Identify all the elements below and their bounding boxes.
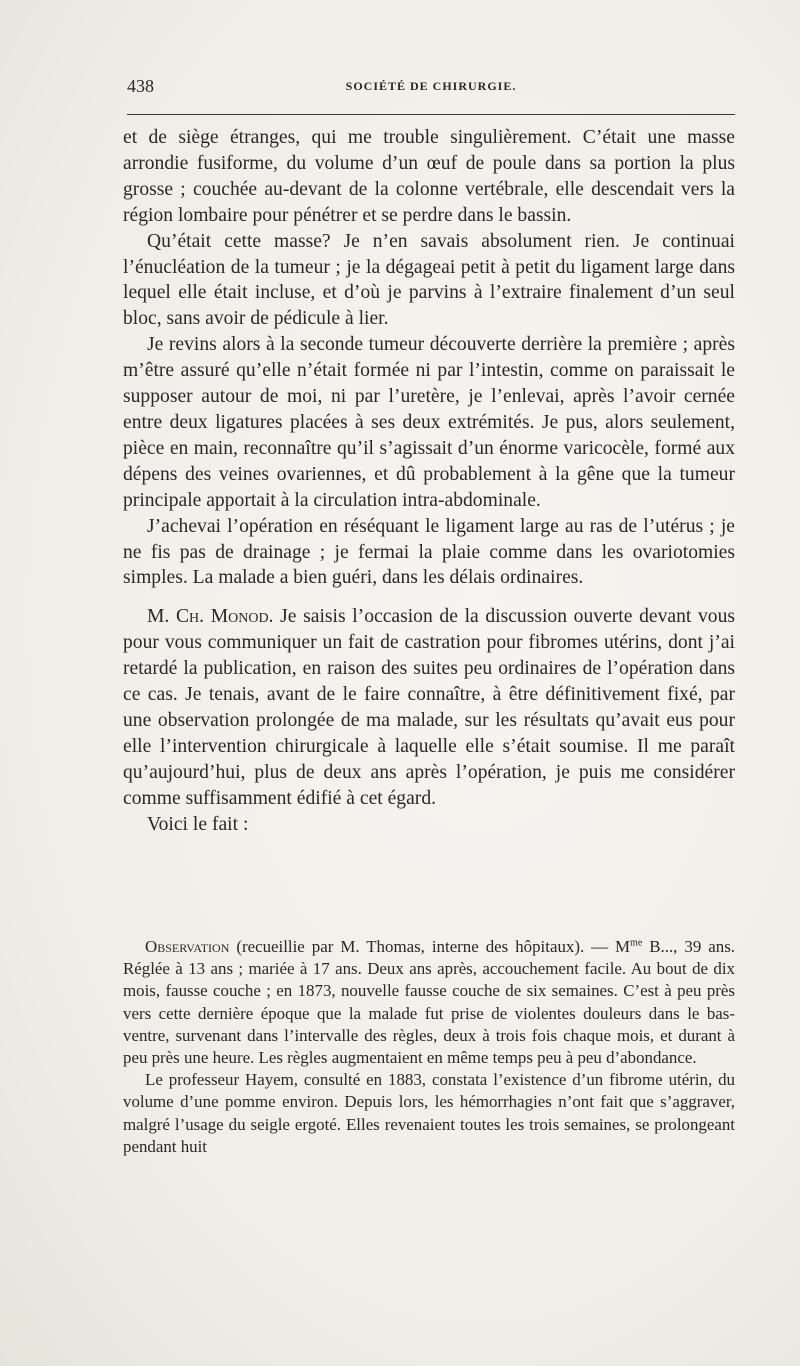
paragraph-monod-text: Je saisis l’occasion de la discussion ouverte devant vous pour vous communiquer un fait de castration pour fibromes utérins, dont j’ai retardé la publication, en raison des suites peu ordinaires de l’opération dans ce cas. Je tenais, avant de le faire connaître, à être définitivement fixé, par une observation prolongée de ma malade, sur les résultats qu’avait eus pour elle l’intervention chirurgicale à laquelle elle s’était soumise. Il me paraît qu’aujourd’hui, plus de deux ans après l’opération, je puis me considérer comme suffisamment édifié à cet égard. (123, 606, 735, 809)
page-number: 438 (127, 76, 154, 96)
paragraph-masse: Qu’était cette masse? Je n’en savais absolument rien. Je continuai l’énucléation de la tumeur ; je la dégageai petit à petit du ligament large dans lequel elle était incluse, et d’où je parvins à l’extraire finalement d’un seul bloc, sans avoir de pédicule à lier. (123, 230, 735, 330)
paragraph-seconde-tumeur: Je revins alors à la seconde tumeur découverte derrière la première ; après m’être assuré qu’elle n’était formée ni par l’intestin, comme on paraissait le supposer autour de moi, ni par l’uretère, je l’enlevai, après l’avoir cernée entre deux ligatures placées à ses deux extrémités. Je pus, alors seulement, pièce en main, reconnaître qu’il s’agissait d’un énorme varicocèle, formé aux dépens des veines ovariennes, et dû probablement à la gêne que la tumeur principale apportait à la circulation intra-abdominale. (123, 334, 735, 511)
paragraph-voici: Voici le fait : (147, 813, 249, 835)
paragraph-monod (123, 604, 735, 811)
paragraph-operation: J’achevai l’opération en réséquant le ligament large au ras de l’utérus ; je ne fis pas de drainage ; je fermai la plaie comme dans les ovariotomies simples. La malade a bien guéri, dans les délais ordinaires. (123, 515, 735, 589)
paragraph-continuation: et de siège étranges, qui me trouble singulièrement. C’était une masse arrondie fusiforme, du volume d’un œuf de poule dans sa portion la plus grosse ; couchée au-devant de la colonne vertébrale, elle descendait vers la région lombaire pour pénétrer et se perdre dans le bassin. (123, 127, 735, 226)
main-text (123, 125, 735, 837)
observation-paragraph-2: Le professeur Hayem, consulté en 1883, constata l’existence d’un fibrome utérin, du volume d’une pomme environ. Depuis lors, les hémorrhagies n’ont fait que s’aggraver, malgré l’usage du seigle ergoté. Elles revenaient toutes les trois semaines, se prolongeant pendant huit (123, 1070, 735, 1156)
observation-text (123, 936, 735, 1158)
observation-intro: (recueillie par M. Thomas, interne des hôpitaux). — M (229, 937, 631, 956)
observation-text-1: B..., 39 ans. Réglée à 13 ans ; mariée à 17 ans. Deux ans après, accouchement facile. Au bout de dix mois, fausse couche ; en 1873, nouvelle fausse couche de six semaines. C’est à peu près vers cette dernière époque que la malade fut prise de violentes douleurs dans le bas-ventre, survenant dans l’intervalle des règles, deux à trois fois chaque mois, et durant à peu près une heure. Les règles augmentaient en même temps peu à peu d’abondance. (123, 937, 735, 1068)
observation-paragraph-1 (123, 936, 735, 1069)
header-rule (127, 114, 735, 115)
observation-label: Observation (145, 937, 230, 956)
page-header (127, 76, 735, 100)
speaker-name: M. Ch. Monod. (147, 606, 274, 628)
observation-sup: me (630, 937, 643, 949)
running-title: SOCIÉTÉ DE CHIRURGIE. (345, 79, 517, 93)
